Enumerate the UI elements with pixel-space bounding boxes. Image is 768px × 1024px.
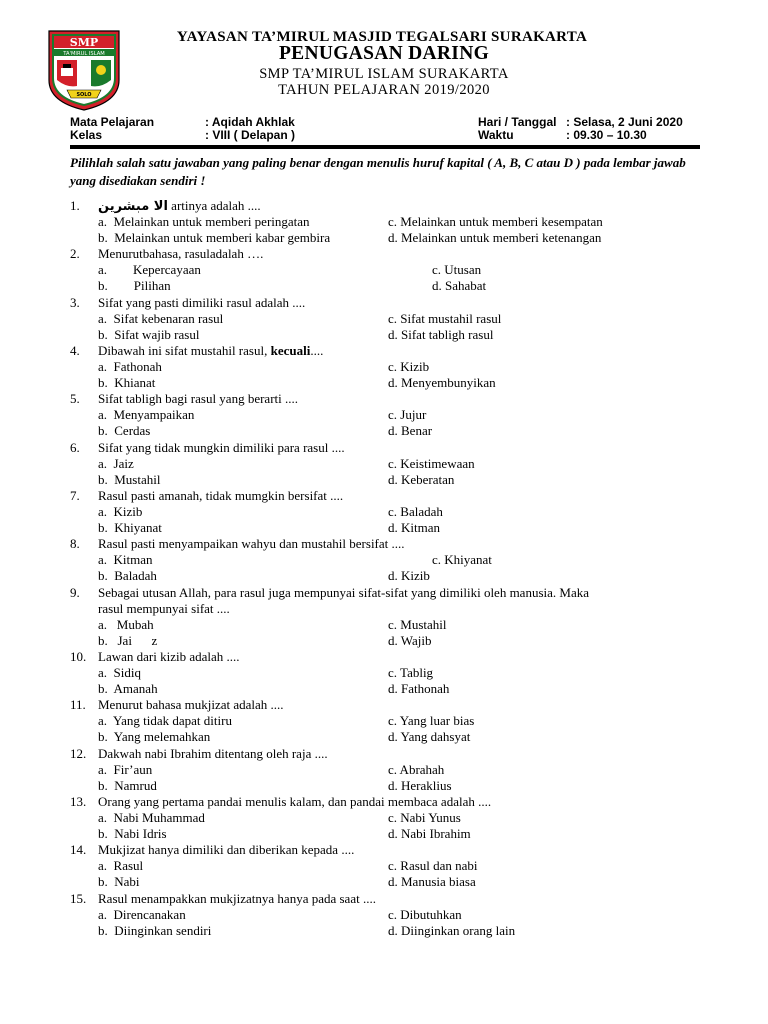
option-b: b. Jai z [98, 633, 158, 649]
option-d: d. Heraklius [388, 778, 452, 794]
option-a: a. Fathonah [98, 359, 162, 375]
option-b: b. Amanah [98, 681, 158, 697]
option-c: c. Sifat mustahil rasul [388, 311, 502, 327]
question-text [98, 343, 323, 359]
question-number: 10. [70, 649, 87, 664]
option-d: d. Benar [388, 423, 433, 439]
question-number: 14. [70, 842, 87, 857]
option-b: b. Namrud [98, 778, 157, 794]
question-text [98, 585, 589, 601]
question-number: 8. [70, 536, 80, 551]
option-a: a. Fir’aun [98, 762, 153, 778]
option-c: c. Yang luar bias [388, 713, 475, 729]
option-d: d. Diinginkan orang lain [388, 923, 516, 939]
option-a: a. Melainkan untuk memberi peringatan [98, 214, 310, 230]
option-c: c. Khiyanat [432, 552, 492, 568]
option-c: c. Melainkan untuk memberi kesempatan [388, 214, 603, 230]
question-text [98, 649, 240, 665]
question-stem: Sifat tabligh bagi rasul yang berarti .... [98, 391, 299, 406]
option-d: d. Melainkan untuk memberi ketenangan [388, 230, 602, 246]
option-b: b. Sifat wajib rasul [98, 327, 200, 343]
question-stem: Mukjizat hanya dimiliki dan diberikan kepada .... [98, 842, 355, 857]
question-number: 11. [70, 697, 86, 712]
option-b: b. Melainkan untuk memberi kabar gembira [98, 230, 331, 246]
option-d: d. Nabi Ibrahim [388, 826, 471, 842]
question-stem: Sifat yang pasti dimiliki rasul adalah .... [98, 295, 306, 310]
option-c: c. Dibutuhkan [388, 907, 462, 923]
option-b: b. Mustahil [98, 472, 161, 488]
foundation-name: YAYASAN TA’MIRUL MASJID TEGALSARI SURAKARTA [176, 29, 588, 45]
option-a: a. Sifat kebenaran rasul [98, 311, 224, 327]
subject-label: Mata Pelajaran [70, 115, 155, 129]
option-c: c. Rasul dan nabi [388, 858, 478, 874]
question-tail: .... [310, 343, 324, 358]
question-text [98, 746, 328, 762]
option-c: c. Baladah [388, 504, 443, 520]
question-text [98, 697, 284, 713]
question-text [98, 891, 376, 907]
option-b: b. Pilihan [98, 278, 171, 294]
instruction-text: Pilihlah salah satu jawaban yang paling benar dengan menulis huruf kapital ( A, B, C atau D ) pada lembar jawab yang disediakan sendiri ! [70, 155, 686, 188]
question-stem: Sebagai utusan Allah, para rasul juga mempunyai sifat-sifat yang dimiliki oleh manusia. Maka [98, 585, 589, 600]
question-number: 2. [70, 246, 80, 261]
question-text [98, 246, 263, 262]
question-text [98, 440, 345, 456]
option-d: d. Fathonah [388, 681, 450, 697]
option-b: b. Nabi [98, 874, 140, 890]
question-number: 7. [70, 488, 80, 503]
question-number: 13. [70, 794, 87, 809]
question-stem: Rasul pasti menyampaikan wahyu dan mustahil bersifat .... [98, 536, 405, 551]
question-text-line2: rasul mempunyai sifat .... [98, 601, 230, 617]
school-name: SMP TA’MIRUL ISLAM SURAKARTA [259, 66, 509, 82]
time-value: : 09.30 – 10.30 [566, 128, 647, 142]
date-value: : Selasa, 2 Juni 2020 [566, 115, 683, 129]
option-b: b. Baladah [98, 568, 157, 584]
class-label: Kelas [70, 128, 103, 142]
option-a: a. Menyampaikan [98, 407, 195, 423]
option-b: b. Cerdas [98, 423, 151, 439]
date-label: Hari / Tanggal [478, 115, 557, 129]
academic-year: TAHUN PELAJARAN 2019/2020 [278, 82, 490, 98]
time-label: Waktu [478, 128, 514, 142]
option-a: a. Rasul [98, 858, 144, 874]
question-stem: Lawan dari kizib adalah .... [98, 649, 240, 664]
page-title: PENUGASAN DARING [278, 43, 490, 64]
option-d: d. Sahabat [432, 278, 487, 294]
option-c: c. Keistimewaan [388, 456, 475, 472]
question-stem: artinya adalah .... [167, 198, 261, 213]
question-number: 9. [70, 585, 80, 600]
option-d: d. Menyembunyikan [388, 375, 496, 391]
arabic-phrase: الا مبشرين [98, 199, 168, 214]
emphasis-word: kecuali [270, 343, 311, 358]
question-number: 15. [70, 891, 87, 906]
option-d: d. Sifat tabligh rasul [388, 327, 494, 343]
class-value: : VIII ( Delapan ) [205, 128, 296, 142]
option-a: a. Kizib [98, 504, 143, 520]
question-number: 6. [70, 440, 80, 455]
question-number: 12. [70, 746, 87, 761]
question-text [98, 198, 261, 215]
header-divider [70, 145, 700, 149]
option-d: d. Keberatan [388, 472, 455, 488]
option-c: c. Kizib [388, 359, 430, 375]
option-c: c. Utusan [432, 262, 482, 278]
question-stem: Rasul pasti amanah, tidak mumgkin bersifat .... [98, 488, 344, 503]
question-stem: Dakwah nabi Ibrahim ditentang oleh raja .... [98, 746, 328, 761]
question-number: 3. [70, 295, 80, 310]
option-b: b. Yang melemahkan [98, 729, 211, 745]
option-a: a. Sidiq [98, 665, 141, 681]
question-text [98, 842, 354, 858]
question-stem: Sifat yang tidak mungkin dimiliki para rasul .... [98, 440, 345, 455]
option-c: c. Abrahah [388, 762, 445, 778]
question-text [98, 295, 305, 311]
question-text [98, 391, 298, 407]
option-b: b. Nabi Idris [98, 826, 167, 842]
question-stem: Dibawah ini sifat mustahil rasul, [98, 343, 271, 358]
question-number: 5. [70, 391, 80, 406]
question-stem: Orang yang pertama pandai menulis kalam, dan pandai membaca adalah .... [98, 794, 492, 809]
logo-top-text: SMP [69, 36, 99, 49]
question-text [98, 536, 405, 552]
option-c: c. Tablig [388, 665, 434, 681]
option-a: a. Kepercayaan [98, 262, 201, 278]
question-stem: Menurutbahasa, rasuladalah …. [98, 246, 264, 261]
question-text [98, 794, 491, 810]
option-c: c. Jujur [388, 407, 427, 423]
question-stem: Rasul menampakkan mukjizatnya hanya pada saat .... [98, 891, 376, 906]
logo-band-text: TA'MIRUL ISLAM [63, 51, 105, 57]
question-text [98, 488, 343, 504]
option-d: d. Wajib [388, 633, 432, 649]
option-d: d. Manusia biasa [388, 874, 476, 890]
option-a: a. Direncanakan [98, 907, 186, 923]
option-b: b. Khiyanat [98, 520, 162, 536]
subject-value: : Aqidah Akhlak [205, 115, 295, 129]
option-a: a. Jaiz [98, 456, 134, 472]
question-number: 1. [70, 198, 80, 213]
option-c: c. Nabi Yunus [388, 810, 461, 826]
question-stem: Menurut bahasa mukjizat adalah .... [98, 697, 284, 712]
option-b: b. Khianat [98, 375, 156, 391]
option-d: d. Kitman [388, 520, 440, 536]
option-a: a. Yang tidak dapat ditiru [98, 713, 232, 729]
option-b: b. Diinginkan sendiri [98, 923, 212, 939]
option-d: d. Kizib [388, 568, 430, 584]
option-c: c. Mustahil [388, 617, 447, 633]
option-a: a. Nabi Muhammad [98, 810, 205, 826]
option-a: a. Kitman [98, 552, 153, 568]
option-a: a. Mubah [98, 617, 154, 633]
option-d: d. Yang dahsyat [388, 729, 471, 745]
logo-bottom-text: SOLO [76, 92, 92, 98]
question-number: 4. [70, 343, 80, 358]
